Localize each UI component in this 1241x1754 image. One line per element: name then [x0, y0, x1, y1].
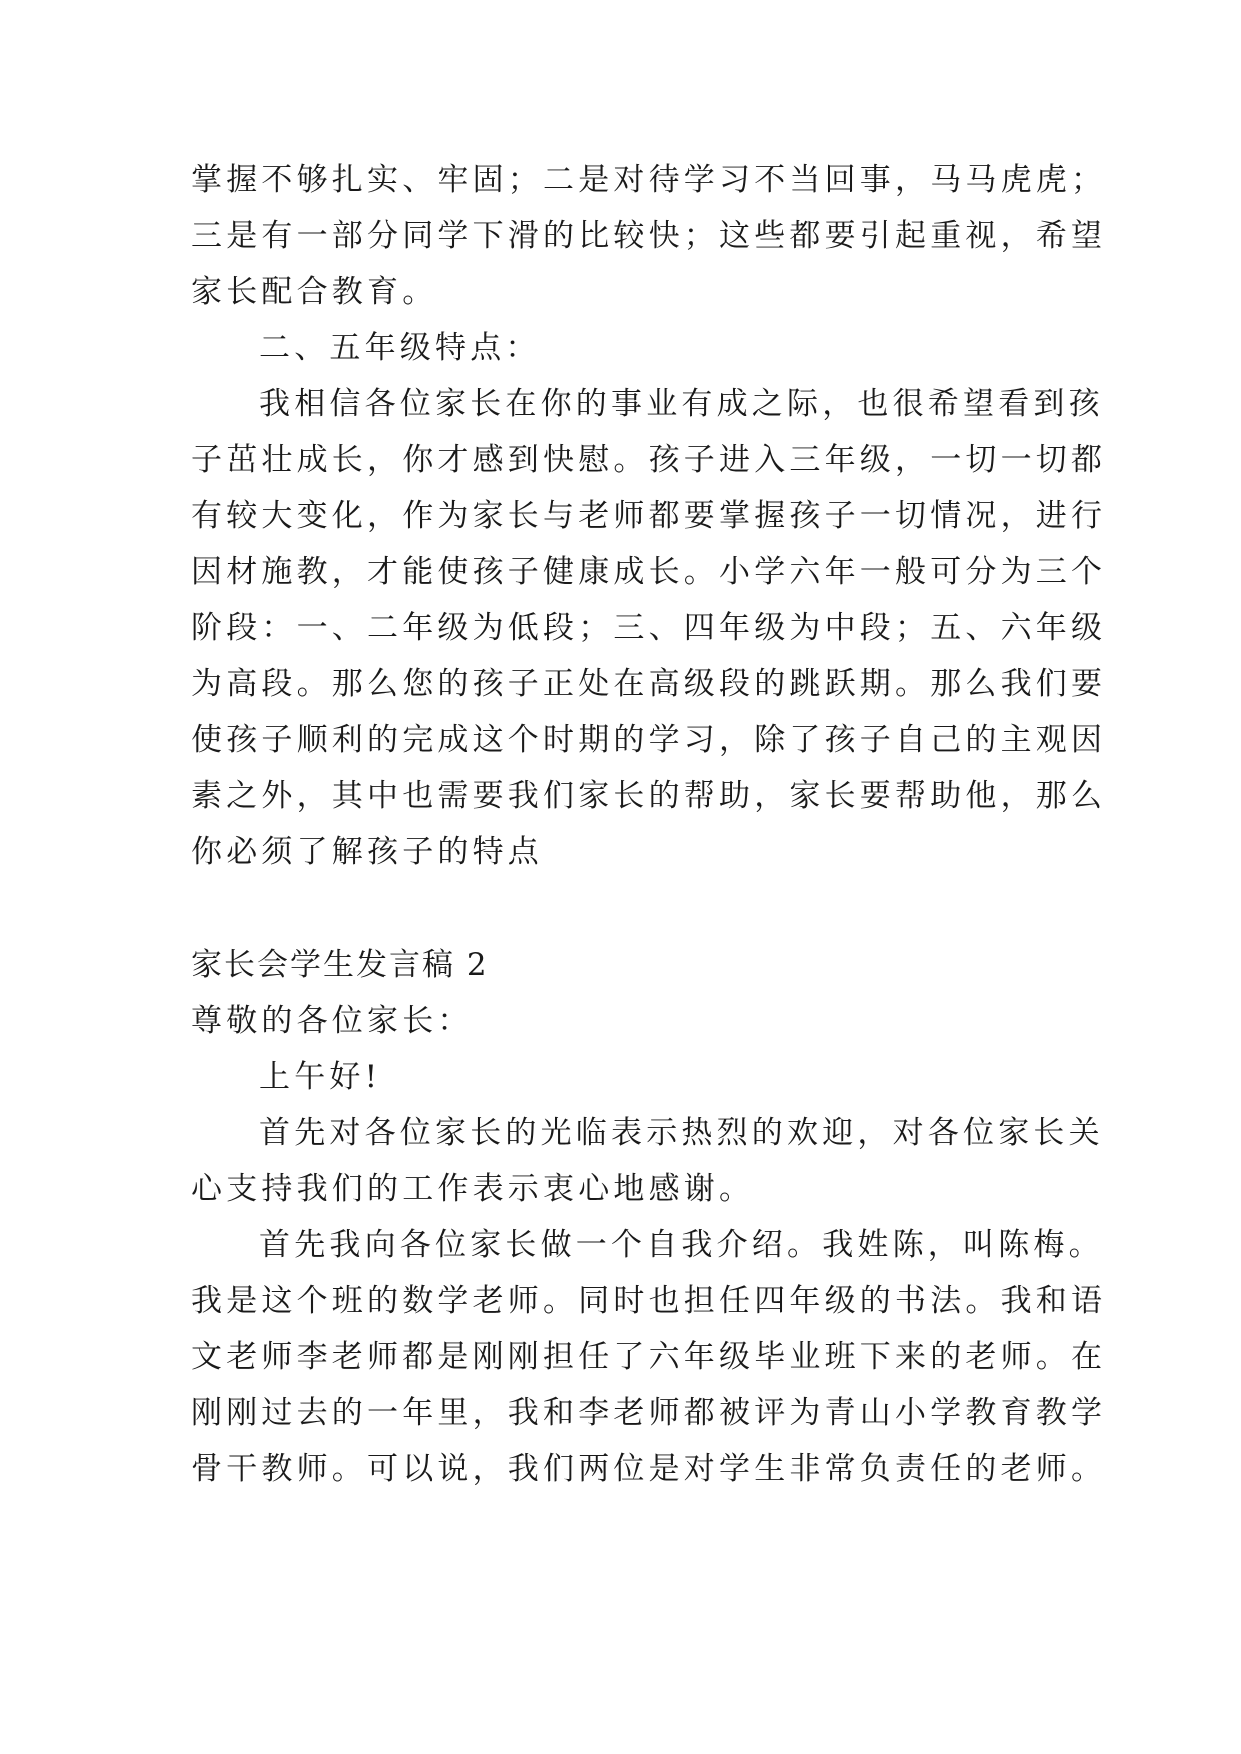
text-line: 首先我向各位家长做一个自我介绍。我姓陈，叫陈梅。 [259, 1227, 1104, 1263]
greeting: 上午好! [259, 1059, 382, 1095]
text-line: 骨干教师。可以说，我们两位是对学生非常负责任的老师。 [191, 1451, 1107, 1487]
text-line: 素之外，其中也需要我们家长的帮助，家长要帮助他，那么 [191, 778, 1107, 814]
text-line: 我是这个班的数学老师。同时也担任四年级的书法。我和语 [191, 1283, 1107, 1319]
section-heading: 二、五年级特点： [259, 330, 541, 366]
text-line: 我相信各位家长在你的事业有成之际，也很希望看到孩 [259, 386, 1104, 422]
text-line: 有较大变化，作为家长与老师都要掌握孩子一切情况，进行 [191, 498, 1107, 534]
text-line: 文老师李老师都是刚刚担任了六年级毕业班下来的老师。在 [191, 1339, 1107, 1375]
salutation: 尊敬的各位家长： [191, 1003, 473, 1039]
text-line: 心支持我们的工作表示衷心地感谢。 [191, 1171, 755, 1207]
text-line: 你必须了解孩子的特点 [191, 834, 543, 870]
text-line: 刚刚过去的一年里，我和李老师都被评为青山小学教育教学 [191, 1395, 1107, 1431]
text-line: 为高段。那么您的孩子正处在高级段的跳跃期。那么我们要 [191, 666, 1107, 702]
document-title: 家长会学生发言稿 2 [191, 947, 489, 983]
text-line: 因材施教，才能使孩子健康成长。小学六年一般可分为三个 [191, 554, 1107, 590]
text-line: 阶段：一、二年级为低段；三、四年级为中段；五、六年级 [191, 610, 1107, 646]
text-line: 首先对各位家长的光临表示热烈的欢迎，对各位家长关 [259, 1115, 1104, 1151]
text-line: 三是有一部分同学下滑的比较快；这些都要引起重视，希望 [191, 218, 1107, 254]
text-line: 使孩子顺利的完成这个时期的学习，除了孩子自己的主观因 [191, 722, 1107, 758]
text-line: 子茁壮成长，你才感到快慰。孩子进入三年级，一切一切都 [191, 442, 1107, 478]
text-line: 掌握不够扎实、牢固；二是对待学习不当回事，马马虎虎； [191, 162, 1107, 198]
text-line: 家长配合教育。 [191, 274, 438, 310]
